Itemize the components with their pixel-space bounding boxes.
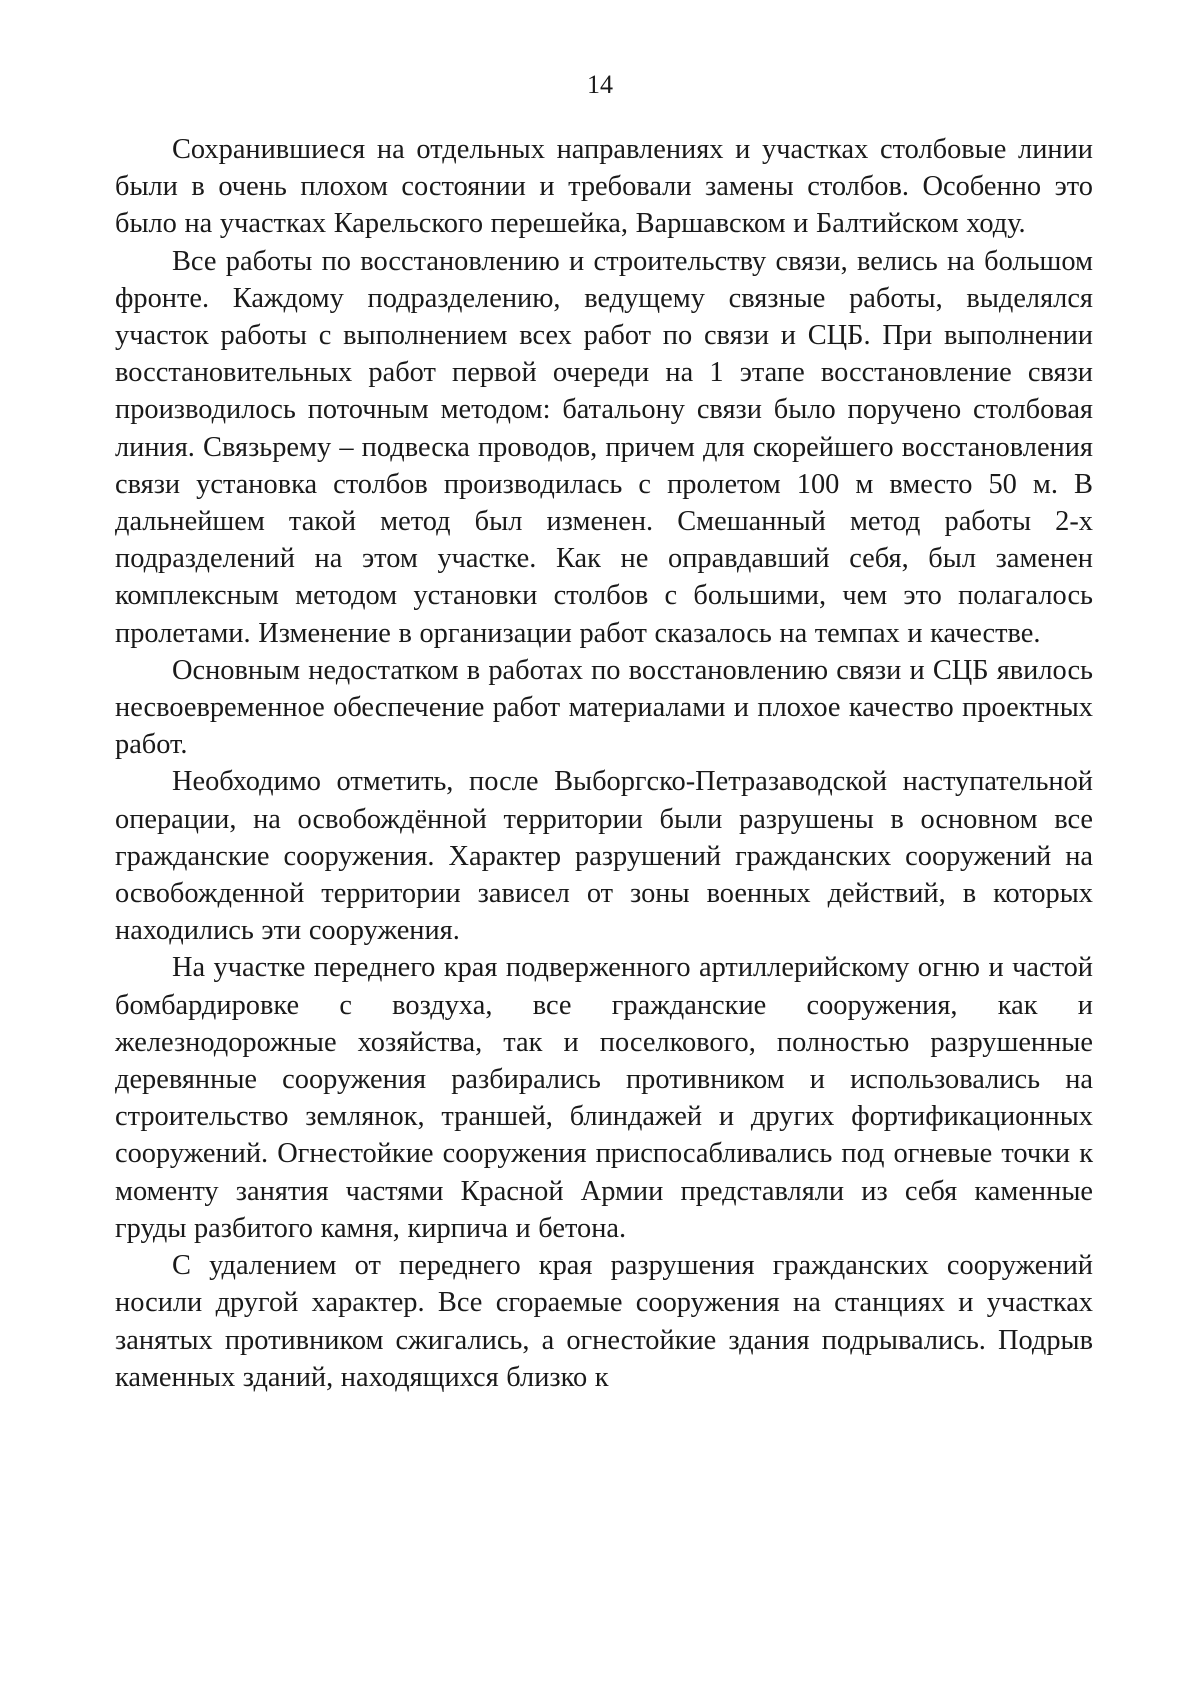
paragraph-6: С удалением от переднего края разрушения гражданских сооружений носили другой характер. Все сгораемые сооружения на станциях и участках занятых противником сжигались, а огнестойкие здания подрывались. Подрыв каменных зданий, находящихся близко к [115,1250,1093,1393]
paragraph-4: Необходимо отметить, после Выборгско-Петразаводской наступательной операции, на освобождённой территории были разрушены в основном все гражданские сооружения. Характер разрушений гражданских сооружений на освобожденной территории зависел от зоны военных действий, в которых находились эти сооружения. [115,766,1093,947]
page-number: 14 [587,70,613,99]
document-body [115,131,1093,1396]
paragraph-2: Все работы по восстановлению и строительству связи, велись на большом фронте. Каждому подразделению, ведущему связные работы, выделялся участок работы с выполнением всех работ по связи и СЦБ. При выполнении восстановительных работ первой очереди на 1 этапе восстановление связи производилось поточным методом: батальону связи было поручено столбовая линия. Связьрему – подвеска проводов, причем для скорейшего восстановления связи установка столбов производилась с пролетом 100 м вместо 50 м. В дальнейшем такой метод был изменен. Смешанный метод работы 2-х подразделений на этом участке. Как не оправдавший себя, был заменен комплексным методом установки столбов с большими, чем это полагалось пролетами. Изменение в организации работ сказалось на темпах и качестве. [115,245,1093,649]
paragraph-5: На участке переднего края подверженного артиллерийскому огню и частой бомбардировке с воздуха, все гражданские сооружения, как и железнодорожные хозяйства, так и поселкового, полностью разрушенные деревянные сооружения разбирались противником и использовались на строительство землянок, траншей, блиндажей и других фортификационных сооружений. Огнестойкие сооружения приспосабливались под огневые точки к моменту занятия частями Красной Армии представляли из себя каменные груды разбитого камня, кирпича и бетона. [115,952,1093,1244]
paragraph-1: Сохранившиеся на отдельных направлениях и участках столбовые линии были в очень плохом состоянии и требовали замены столбов. Особенно это было на участках Карельского перешейка, Варшавском и Балтийском ходу. [115,134,1093,240]
paragraph-3: Основным недостатком в работах по восстановлению связи и СЦБ явилось несвоевременное обеспечение работ материалами и плохое качество проектных работ. [115,654,1093,761]
